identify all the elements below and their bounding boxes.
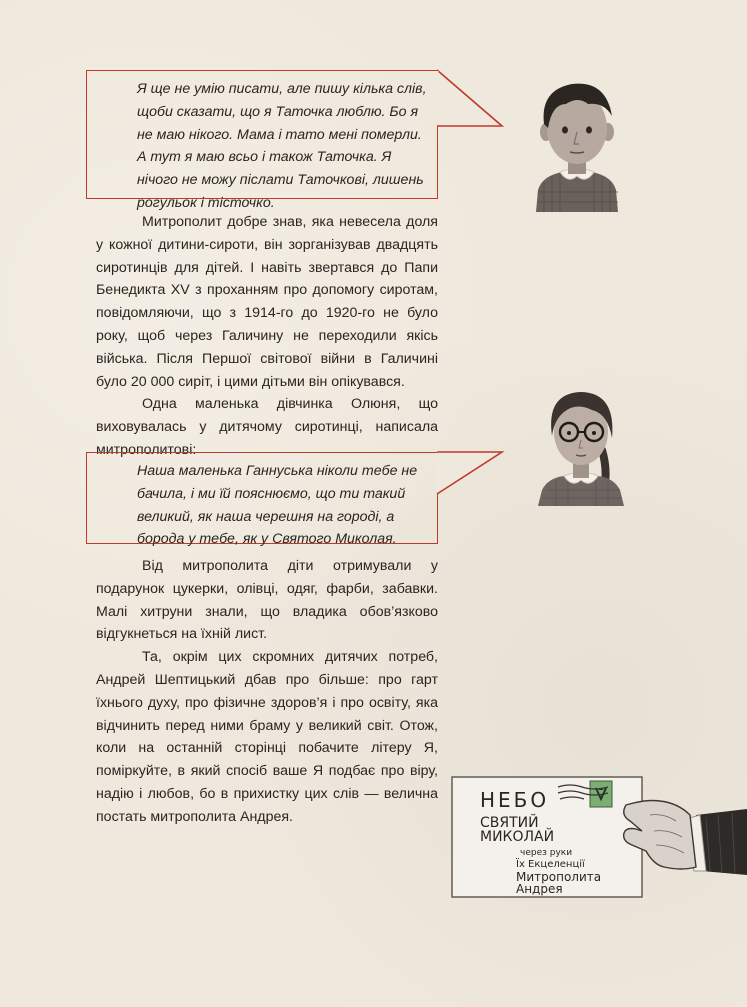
- bubble-tail-boy: [436, 68, 506, 130]
- bubble-text-boy: Я ще не умію писати, але пишу кілька слів, щоби сказати, що я Таточка люблю. Бо я не маю нікого. Мама і тато мені померли. А тут я маю всьо і також Таточка. Я нічого не можу післати Таточкові, лишень рогульок і тісточко.: [137, 81, 427, 211]
- envelope-line-3: МИКОЛАЙ: [480, 829, 555, 845]
- envelope-line-6: Митрополита: [516, 870, 602, 884]
- bubble-text-girl: Наша маленька Ганнуська ніколи тебе не бачила, і ми їй пояснюємо, що ти такий великий, як наша черешня на городі, а борода у тебе, як у Святого Миколая.: [137, 463, 418, 548]
- envelope-line-2: СВЯТИЙ: [480, 815, 539, 831]
- envelope-line-1: НЕБО: [480, 788, 550, 812]
- envelope-line-5: Їх Екцеленції: [516, 859, 585, 870]
- envelope-line-4: через руки: [520, 848, 573, 858]
- envelope-hand-illustration: [450, 775, 747, 905]
- speech-bubble-boy: [86, 70, 438, 211]
- body-text-block-1: [96, 211, 438, 462]
- bubble-tail-girl: [436, 450, 506, 498]
- girl-portrait-illustration: [532, 380, 632, 506]
- speech-bubble-girl: [86, 452, 438, 548]
- paragraph-3: Від митрополита діти отримували у подарунок цукерки, олівці, одяг, фарби, забавки. Малі хитруни знали, що владика обов’язково відгукнеться на їхній лист.: [96, 558, 438, 643]
- body-text-block-2: [96, 555, 438, 829]
- paragraph-1: Митрополит добре знав, яка невесела доля у кожної дитини-сироти, він зорганізував двадцять сиротинців для дітей. І навіть звертався до Папи Бенедикта XV з проханням про допомогу сиротам, повідомляючи, що з 1914-го до 1920-го не було року, щоб через Галичину не переходили якісь війська. Після Першої світової війни в Галичині було 20 000 сиріт, і цими дітьми він опікувався.: [96, 214, 438, 390]
- boy-portrait-illustration: [522, 72, 630, 212]
- paragraph-4: Та, окрім цих скромних дитячих потреб, Андрей Шептицький дбав про більше: про гарт їхнього духу, про фізичне здоров’я і про освіту, яка відчинить перед ними браму у великий світ. Отож, коли на останній сторінці побачите літеру Я, поміркуйте, в який спосіб ваше Я подбає про віру, надію і любов, бо в прихистку цих слів — велична постать митрополита Андрея.: [96, 649, 438, 825]
- paragraph-2: Одна маленька дівчинка Олюня, що виховувалась у дитячому сиротинці, написала митрополитові:: [96, 396, 438, 458]
- envelope-line-7: Андрея: [516, 882, 563, 896]
